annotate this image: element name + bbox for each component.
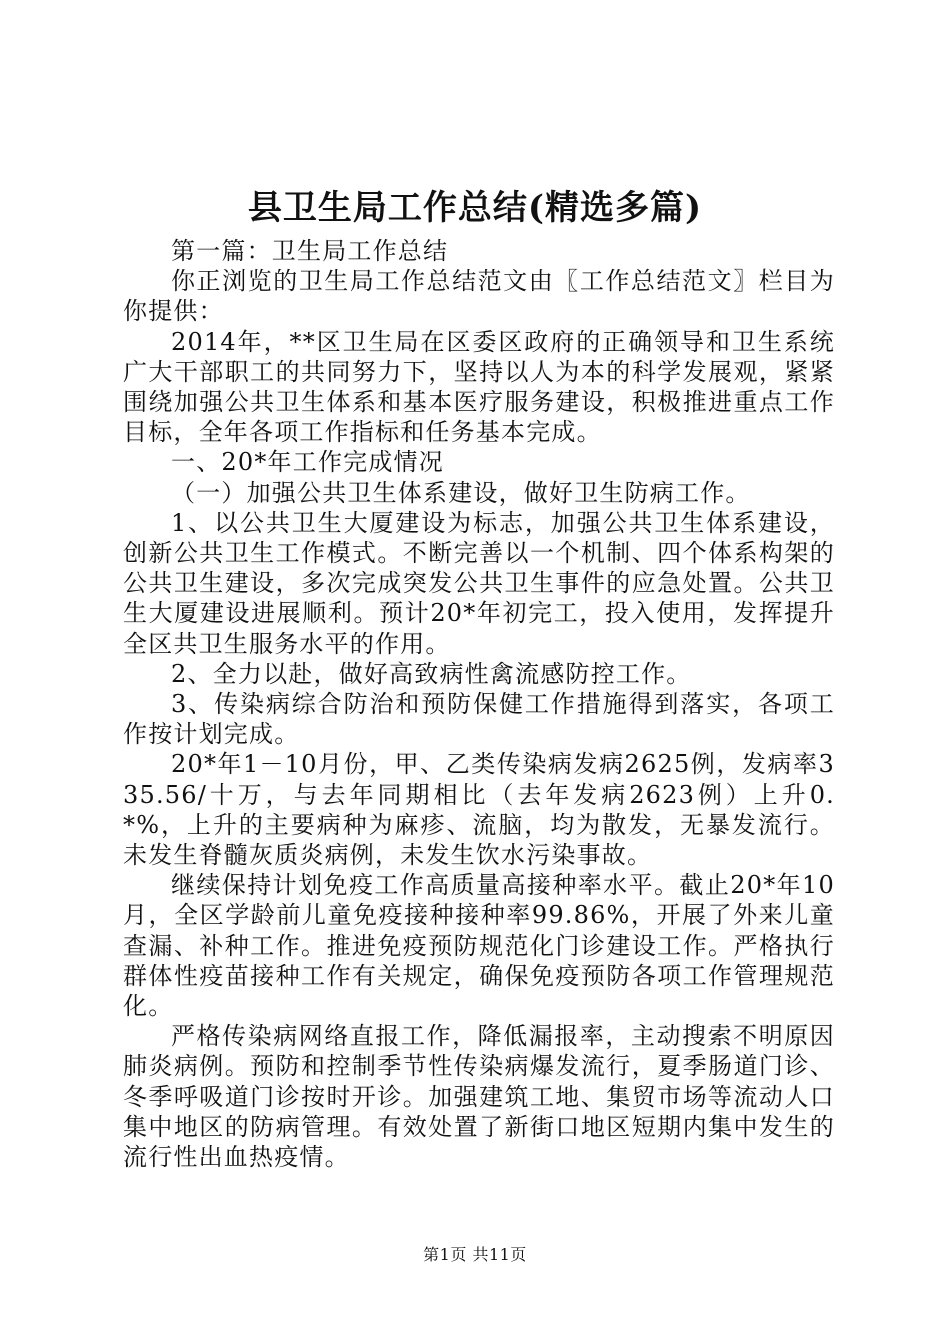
section-heading-part-one: 第一篇：卫生局工作总结 [171, 237, 449, 265]
statistics-paragraph: 20*年1－10月份，甲、乙类传染病发病2625例，发病率335.56/十万，与去年同期相比（去年发病2623例）上升0.*%，上升的主要病种为麻疹、流脑，均为散发，无暴发流行。未发生脊髓灰质炎病例，未发生饮水污染事故。 [123, 750, 835, 870]
item-paragraph-1: 1、以公共卫生大厦建设为标志，加强公共卫生体系建设，创新公共卫生工作模式。不断完善以一个机制、四个体系构架的公共卫生建设，多次完成突发公共卫生事件的应急处置。公共卫生大厦建设进展顺利。预计20*年初完工，投入使用，发挥提升全区共卫生服务水平的作用。 [123, 508, 835, 658]
item-paragraph-2: 2、全力以赴，做好高致病性禽流感防控工作。 [171, 659, 692, 688]
document-body [123, 236, 835, 1172]
document-title: 县卫生局工作总结(精选多篇) [247, 188, 703, 228]
reporting-paragraph: 严格传染病网络直报工作，降低漏报率，主动搜索不明原因肺炎病例。预防和控制季节性传染病爆发流行，夏季肠道门诊、冬季呼吸道门诊按时开诊。加强建筑工地、集贸市场等流动人口集中地区的防病管理。有效处置了新街口地区短期内集中发生的流行性出血热疫情。 [123, 1022, 835, 1172]
immunization-paragraph: 继续保持计划免疫工作高质量高接种率水平。截止20*年10月，全区学龄前儿童免疫接种接种率99.86%，开展了外来儿童查漏、补种工作。推进免疫预防规范化门诊建设工作。严格执行群体性疫苗接种工作有关规定，确保免疫预防各项工作管理规范化。 [123, 871, 835, 1021]
intro-paragraph: 2014年，**区卫生局在区委区政府的正确领导和卫生系统广大干部职工的共同努力下，坚持以人为本的科学发展观，紧紧围绕加强公共卫生体系和基本医疗服务建设，积极推进重点工作目标，全年各项工作指标和任务基本完成。 [123, 327, 835, 447]
page-footer: 第1页 共11页 [423, 1245, 527, 1264]
subsection-heading-public-health: （一）加强公共卫生体系建设，做好卫生防病工作。 [171, 478, 751, 507]
section-heading-completion: 一、20*年工作完成情况 [171, 448, 444, 477]
item-paragraph-3: 3、传染病综合防治和预防保健工作措施得到落实，各项工作按计划完成。 [123, 690, 835, 749]
source-note-paragraph: 你正浏览的卫生局工作总结范文由〖工作总结范文〗栏目为你提供： [123, 267, 835, 326]
